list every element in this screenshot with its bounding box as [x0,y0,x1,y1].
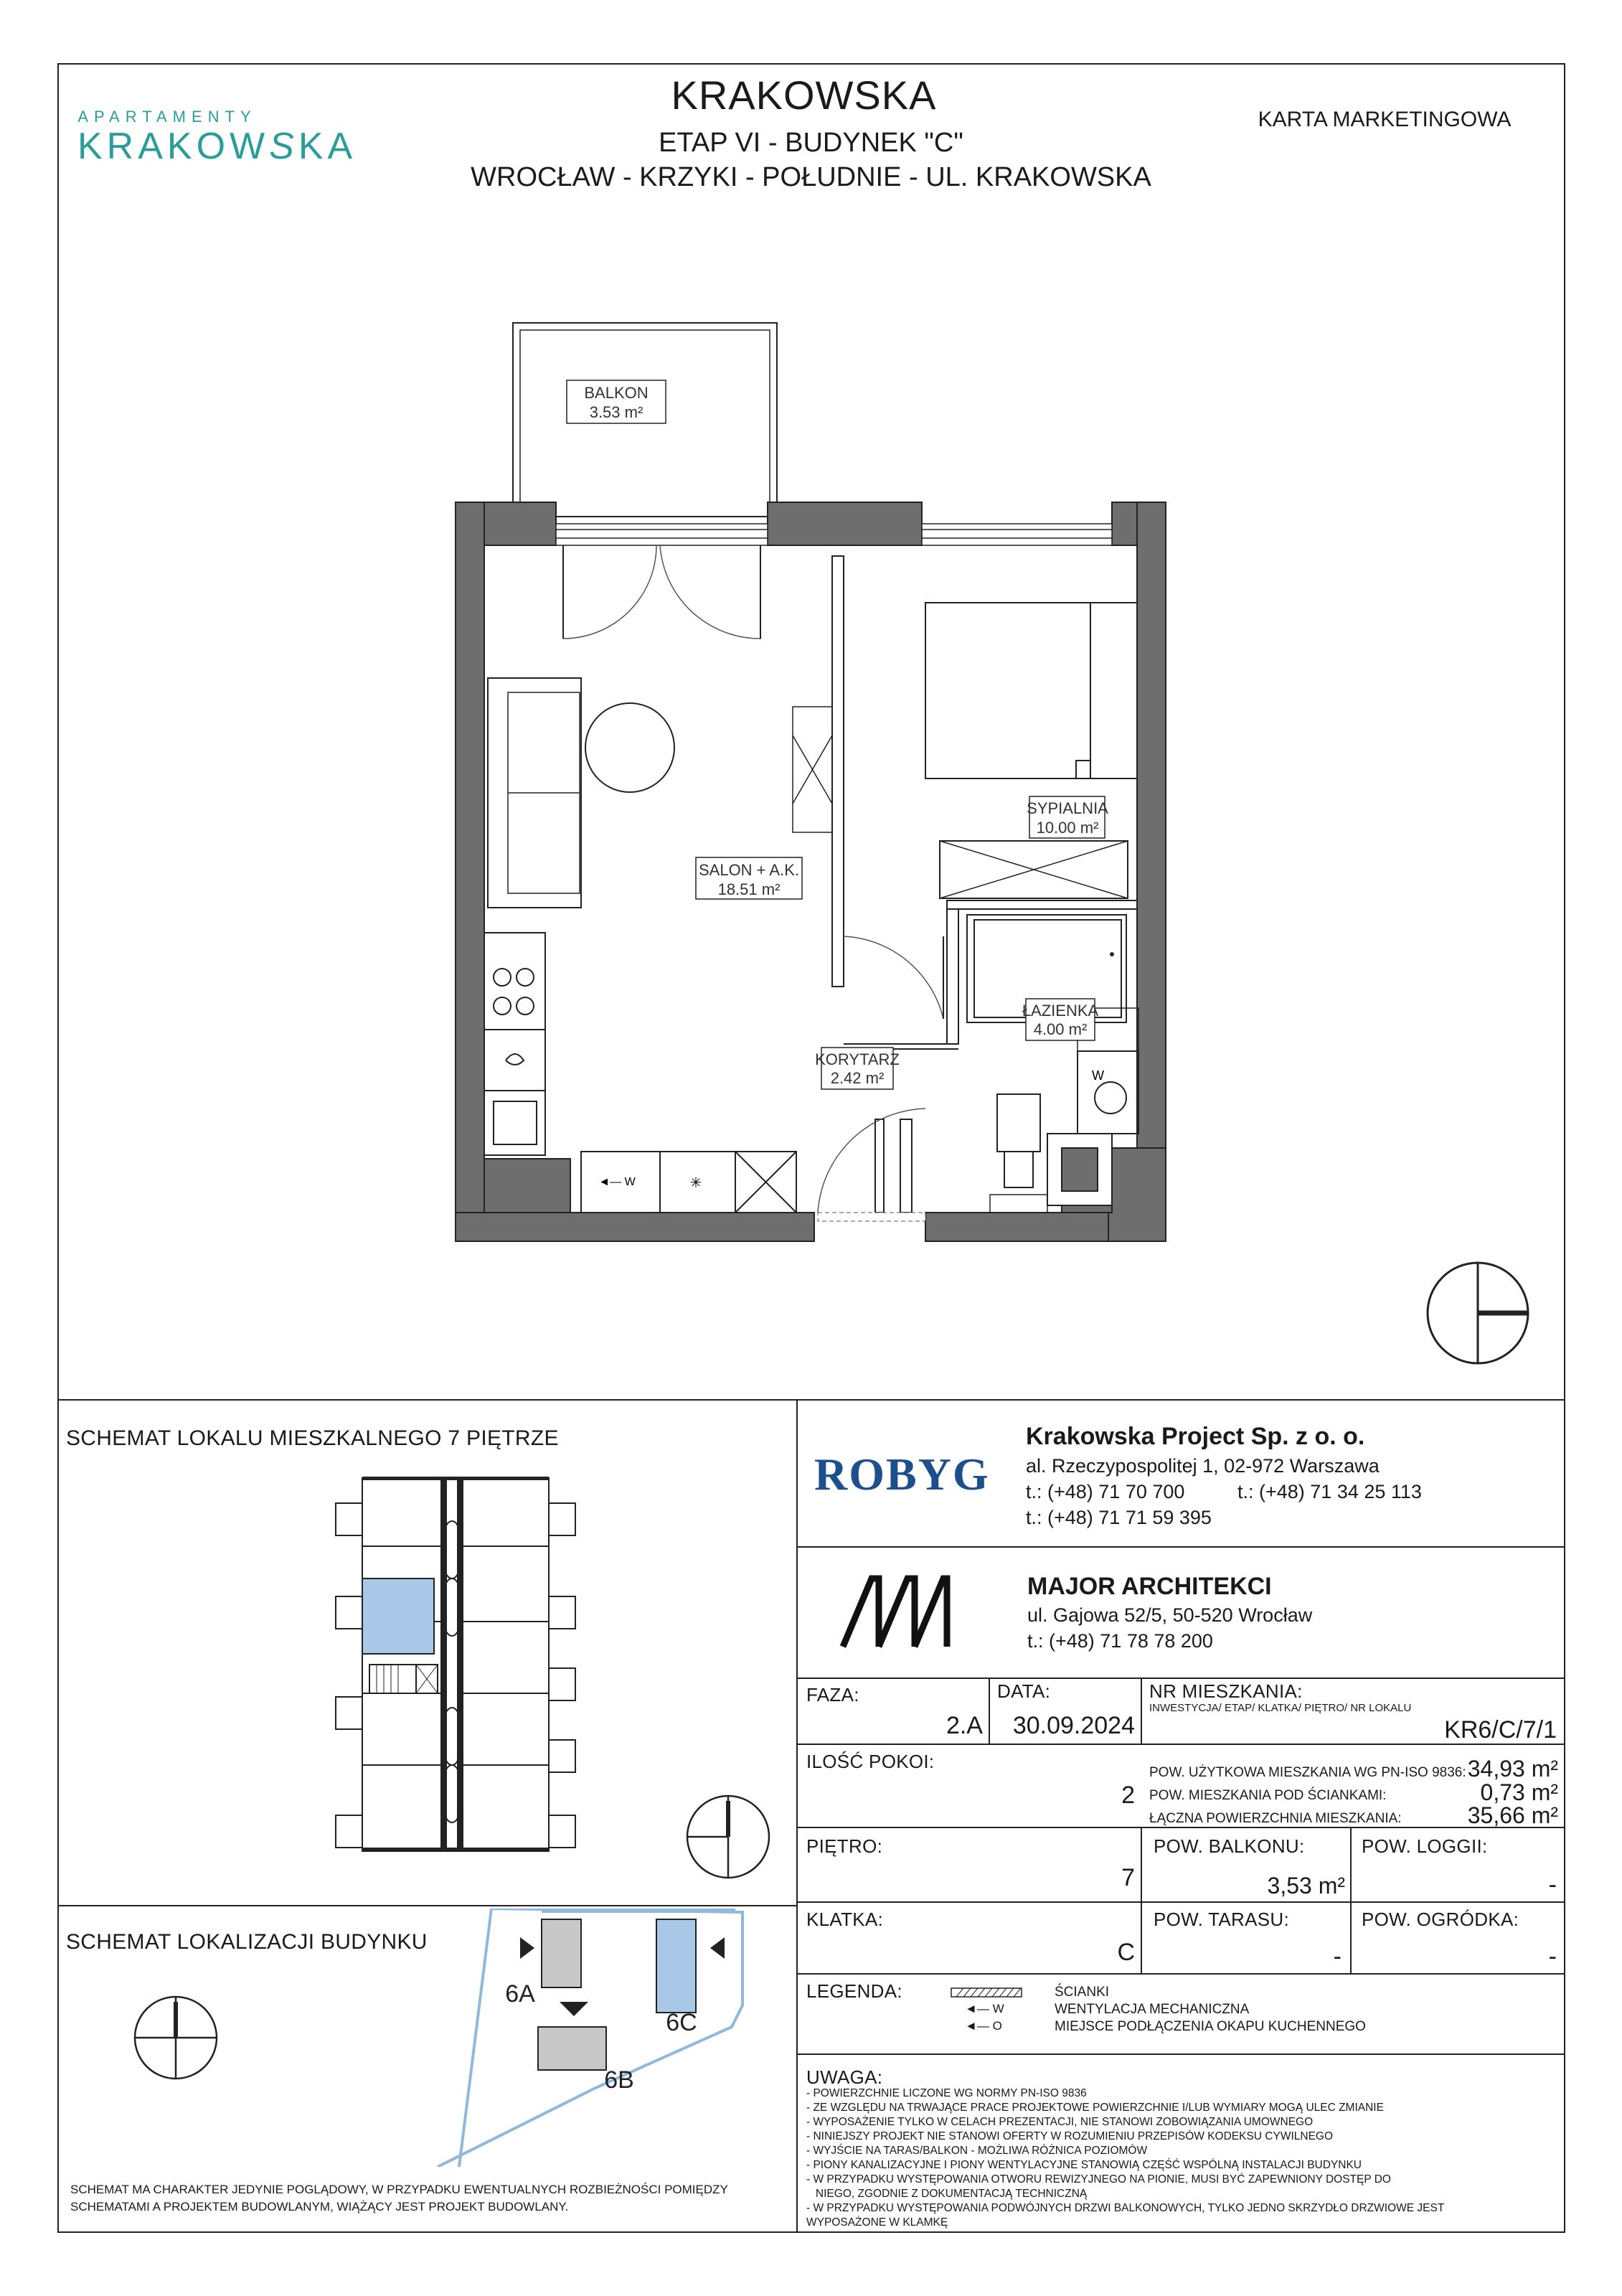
divider-left [57,1905,797,1906]
uwaga-item: - W PRZYPADKU WYSTĘPOWANIA OTWORU REWIZYJNEGO NA PIONIE, MUSI BYĆ ZAPEWNIONY DOSTĘP DO [806,2173,1391,2186]
svg-text:W: W [1092,1068,1104,1083]
salon-label: SALON + A.K. [698,861,800,879]
svg-text:✳: ✳ [689,1175,702,1191]
data-label: DATA: [997,1680,1051,1702]
pokoi-label: ILOŚĆ POKOI: [806,1751,935,1772]
floor-schema [330,1464,588,1887]
highlighted-unit [362,1578,434,1654]
robyg-logo: ROBYG [814,1449,990,1500]
corridor-label: KORYTARZ [815,1050,900,1068]
logo-top-text: APARTAMENTY [77,108,257,126]
loggia-label: POW. LOGGII: [1362,1835,1488,1857]
klatka-label: KLATKA: [806,1909,884,1930]
investor-name: Krakowska Project Sp. z o. o. [1026,1423,1365,1450]
uwaga-item: - WYPOSAŻENIE TYLKO W CELACH PREZENTACJI, NIE STANOWI ZOBOWIĄZANIA UMOWNEGO [806,2116,1314,2128]
legend-item-hood: MIEJSCE PODŁĄCZENIA OKAPU KUCHENNEGO [1055,2019,1366,2034]
balkon-label: POW. BALKONU: [1154,1835,1305,1857]
page-title: KRAKOWSKA [671,72,937,118]
ogrodek-label: POW. OGRÓDKA: [1362,1909,1519,1930]
legend-vent-symbol: ◄— W [965,2002,1004,2015]
compass-building-icon [133,1995,219,2081]
uwaga-item: - POWIERZCHNIE LICZONE WG NORMY PN-ISO 9836 [806,2087,1087,2099]
bathroom-label: ŁAZIENKA [1022,1002,1099,1020]
architect-name: MAJOR ARCHITEKCI [1027,1573,1272,1600]
floor-plan [430,301,1184,1270]
building-6c [656,1919,696,2013]
investor-phone-2: t.: (+48) 71 34 25 113 [1237,1481,1422,1502]
pietro-value: 7 [1121,1864,1135,1891]
corridor-area: 2.42 m² [830,1069,885,1087]
divider-main [57,1399,1565,1401]
pow-laczna-label: ŁĄCZNA POWIERZCHNIA MIESZKANIA: [1149,1811,1402,1826]
investor-address: al. Rzeczypospolitej 1, 02-972 Warszawa [1026,1455,1380,1477]
ogrodek-value: - [1548,1943,1557,1970]
legend-hood-symbol: ◄— O [965,2019,1002,2033]
exterior-walls [456,502,1166,1241]
compass-small-icon [685,1794,771,1880]
legend-item-walls: ŚCIANKI [1055,1985,1110,2000]
nr-sublabel: INWESTYCJA/ ETAP/ KLATKA/ PIĘTRO/ NR LOKALU [1149,1702,1412,1714]
pow-scianki-label: POW. MIESZKANIA POD ŚCIANKAMI: [1149,1788,1387,1803]
page-subtitle-stage: ETAP VI - BUDYNEK "C" [659,128,963,158]
svg-text:◄— W: ◄— W [598,1176,636,1188]
building-schema-title: SCHEMAT LOKALIZACJI BUDYNKU [66,1930,428,1954]
bedroom-label: SYPIALNIA [1027,799,1108,817]
balcony-label: BALKON [584,384,649,402]
architect-phone: t.: (+48) 71 78 78 200 [1027,1630,1213,1652]
bathroom-area: 4.00 m² [1033,1020,1088,1038]
logo-main-text: KRAKOWSKA [77,126,357,167]
loggia-value: - [1548,1871,1557,1899]
uwaga-list [806,2086,1560,2230]
balkon-value: 3,53 m² [1267,1873,1345,1899]
disclaimer: SCHEMAT MA CHARAKTER JEDYNIE POGLĄDOWY, W PRZYPADKU EWENTUALNYCH ROZBIEŻNOŚCI POMIĘDZY SCHEMATAMI A PROJEKTEM BUDOWLANYM, WIĄŻĄCY JEST PROJEKT BUDOWLANY. [70,2183,728,2213]
pietro-label: PIĘTRO: [806,1835,883,1857]
pow-laczna-value: 35,66 m² [1467,1802,1558,1828]
faza-label: FAZA: [806,1684,859,1705]
page-subtitle-location: WROCŁAW - KRZYKI - POŁUDNIE - UL. KRAKOWSKA [471,162,1151,192]
balcony-area: 3.53 m² [589,403,643,421]
bedroom-area: 10.00 m² [1036,819,1099,837]
nr-value: KR6/C/7/1 [1444,1716,1557,1744]
investor-phone-1: t.: (+48) 71 70 700 [1026,1481,1185,1502]
pow-uzytkowa-value: 34,93 m² [1467,1756,1558,1782]
pokoi-value: 2 [1121,1782,1135,1809]
faza-value: 2.A [946,1712,983,1739]
uwaga-item: - ZE WZGLĘDU NA TRWAJĄCE PRACE PROJEKTOWE POWIERZCHNIE I/LUB WYMIARY MOGĄ ULEC ZMIANIE [806,2102,1384,2114]
klatka-value: C [1117,1939,1135,1966]
investor-phone-3: t.: (+48) 71 71 59 395 [1026,1507,1212,1528]
divider-vertical [796,1399,798,2233]
nr-label: NR MIESZKANIA: [1149,1680,1303,1702]
bed [925,603,1137,778]
uwaga-item: WYPOSAŻONE W KLAMKĘ [806,2216,948,2229]
pow-scianki-value: 0,73 m² [1480,1779,1558,1805]
building-schema [416,1909,753,2167]
building-6a-label: 6A [505,1980,535,2008]
architect-address: ul. Gajowa 52/5, 50-520 Wrocław [1027,1604,1313,1626]
pow-uzytkowa-label: POW. UŻYTKOWA MIESZKANIA WG PN-ISO 9836: [1149,1765,1466,1780]
compass-icon [1424,1259,1532,1367]
major-architekci-logo [839,1575,954,1650]
taras-label: POW. TARASU: [1154,1909,1290,1930]
card-label: KARTA MARKETINGOWA [1258,108,1512,131]
salon-area: 18.51 m² [717,880,781,898]
taras-value: - [1333,1943,1342,1970]
legend-wall-swatch [951,1987,1022,1998]
uwaga-item: - PIONY KANALIZACYJNE I PIONY WENTYLACYJNE STANOWIĄ CZĘŚĆ WSPÓLNĄ INSTALACJI BUDYNKU [806,2159,1362,2171]
uwaga-item: - NINIEJSZY PROJEKT NIE STANOWI OFERTY W ROZUMIENIU PRZEPISÓW KODEKSU CYWILNEGO [806,2130,1334,2142]
round-table [585,703,674,792]
building-6b-label: 6B [604,2066,634,2094]
uwaga-item: - WYJŚCIE NA TARAS/BALKON - MOŻLIWA RÓŻNICA POZIOMÓW [806,2145,1148,2157]
floor-schema-title: SCHEMAT LOKALU MIESZKALNEGO 7 PIĘTRZE [66,1426,559,1450]
legend-title: LEGENDA: [806,1980,902,2002]
building-6c-label: 6C [666,2009,697,2036]
legend-item-vent: WENTYLACJA MECHANICZNA [1055,2002,1250,2017]
uwaga-title: UWAGA: [806,2066,883,2088]
uwaga-item: NIEGO, ZGODNIE Z DOKUMENTACJĄ TECHNICZNĄ [806,2188,1088,2200]
uwaga-item: - W PRZYPADKU WYSTĘPOWANIA PODWÓJNYCH DRZWI BALKONOWYCH, TYLKO JEDNO SKRZYDŁO DRZWIOWE JEST [806,2202,1445,2214]
data-value: 30.09.2024 [1012,1712,1135,1739]
